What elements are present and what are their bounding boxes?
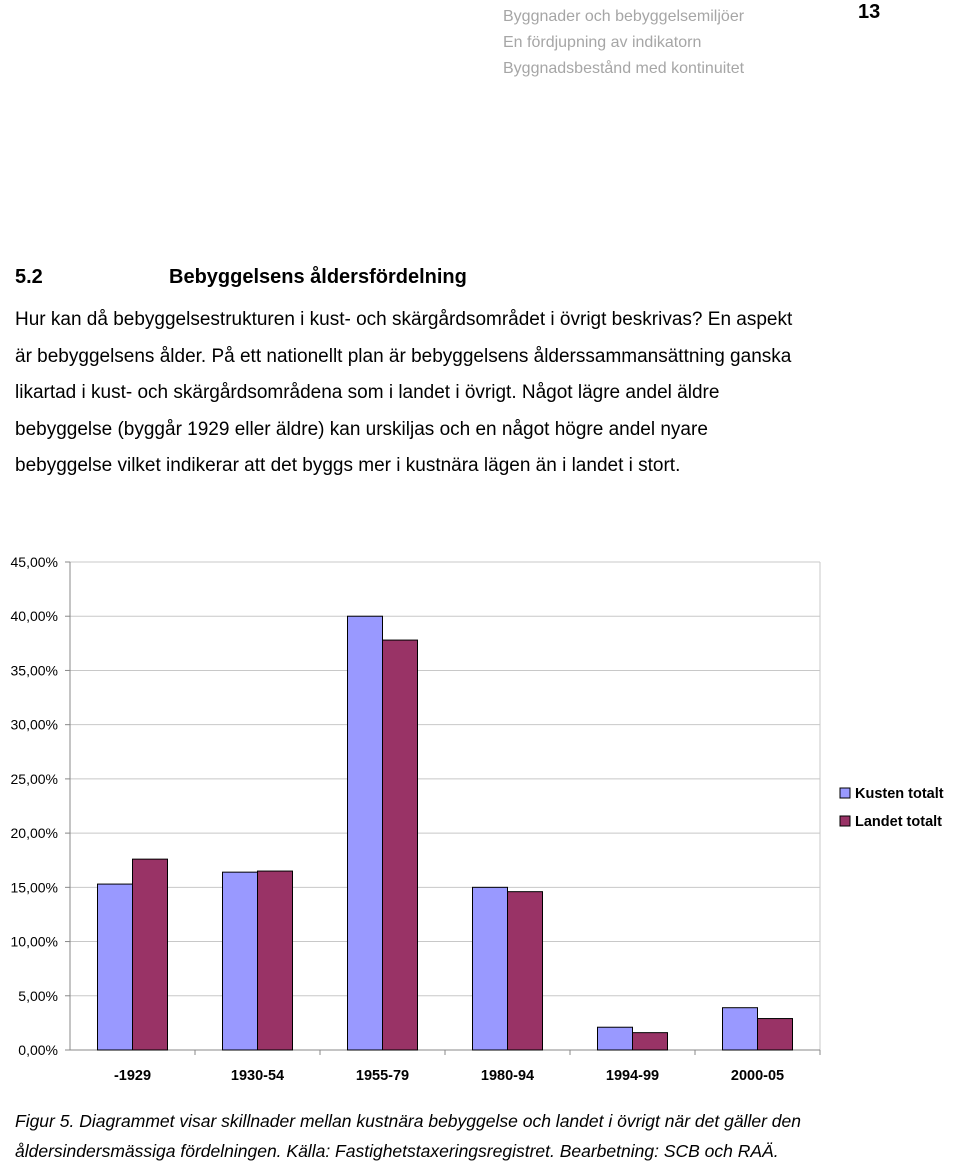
y-tick-label: 30,00%	[10, 716, 58, 733]
y-tick-label: 5,00%	[18, 987, 58, 1004]
y-tick-label: 15,00%	[10, 879, 58, 896]
x-tick-label: 1980-94	[480, 1068, 535, 1084]
bar-landet-1930-54	[258, 871, 293, 1050]
running-header-line2: En fördjupning av indikatorn	[503, 34, 702, 51]
bar-landet--1929	[133, 859, 168, 1050]
y-tick-label: 20,00%	[10, 825, 58, 842]
age-distribution-chart	[0, 550, 960, 1095]
y-tick-label: 25,00%	[10, 770, 58, 787]
legend-label: Landet totalt	[855, 814, 942, 830]
paragraph-line: bebyggelse (byggår 1929 eller äldre) kan urskiljas och en något högre andel nyare	[15, 418, 708, 440]
y-tick-label: 40,00%	[10, 608, 58, 625]
bar-kusten-2000-05	[723, 1008, 758, 1050]
bar-landet-1955-79	[383, 640, 418, 1050]
y-tick-label: 35,00%	[10, 662, 58, 679]
y-tick-label: 0,00%	[18, 1042, 58, 1058]
caption-line: åldersindersmässiga fördelningen. Källa: Fastighetstaxeringsregistret. Bearbetning: SCB och RAÄ.	[15, 1141, 779, 1161]
x-tick-label: 1994-99	[605, 1068, 660, 1084]
bar-kusten--1929	[98, 884, 133, 1050]
bar-kusten-1955-79	[348, 616, 383, 1050]
caption-line: Figur 5. Diagrammet visar skillnader mellan kustnära bebyggelse och landet i övrigt när det gäller den	[15, 1111, 801, 1131]
running-header-line1: Byggnader och bebyggelsemiljöer	[503, 8, 745, 25]
x-tick-label: 2000-05	[730, 1068, 785, 1084]
bar-kusten-1930-54	[223, 872, 258, 1050]
page-number: 13	[858, 1, 881, 23]
x-tick-label: 1930-54	[230, 1068, 285, 1084]
figure-caption	[15, 1106, 801, 1166]
legend-swatch	[840, 816, 850, 826]
bar-kusten-1980-94	[473, 887, 508, 1050]
section-number: 5.2	[15, 266, 43, 288]
paragraph-line: Hur kan då bebyggelsestrukturen i kust- och skärgårdsområdet i övrigt beskrivas? En aspekt	[15, 309, 793, 330]
bar-landet-1994-99	[633, 1033, 668, 1050]
section-title: Bebyggelsens åldersfördelning	[169, 266, 467, 288]
y-tick-label: 45,00%	[10, 554, 58, 570]
x-tick-label: -1929	[113, 1068, 152, 1084]
y-tick-label: 10,00%	[10, 933, 58, 950]
body-paragraph	[15, 302, 915, 485]
running-header	[503, 4, 744, 82]
paragraph-line: bebyggelse vilket indikerar att det byggs mer i kustnära lägen än i landet i stort.	[15, 455, 681, 476]
bar-kusten-1994-99	[598, 1027, 633, 1050]
legend-swatch	[840, 788, 850, 798]
bar-landet-2000-05	[758, 1019, 793, 1050]
running-header-line3: Byggnadsbestånd med kontinuitet	[503, 60, 745, 77]
bar-landet-1980-94	[508, 892, 543, 1050]
section-heading	[15, 264, 467, 290]
paragraph-line: är bebyggelsens ålder. På ett nationellt plan är bebyggelsens ålderssammansättning ganska	[15, 345, 792, 367]
legend-label: Kusten totalt	[855, 786, 944, 802]
x-tick-label: 1955-79	[355, 1068, 410, 1084]
paragraph-line: likartad i kust- och skärgårdsområdena som i landet i övrigt. Något lägre andel äldre	[15, 382, 720, 403]
